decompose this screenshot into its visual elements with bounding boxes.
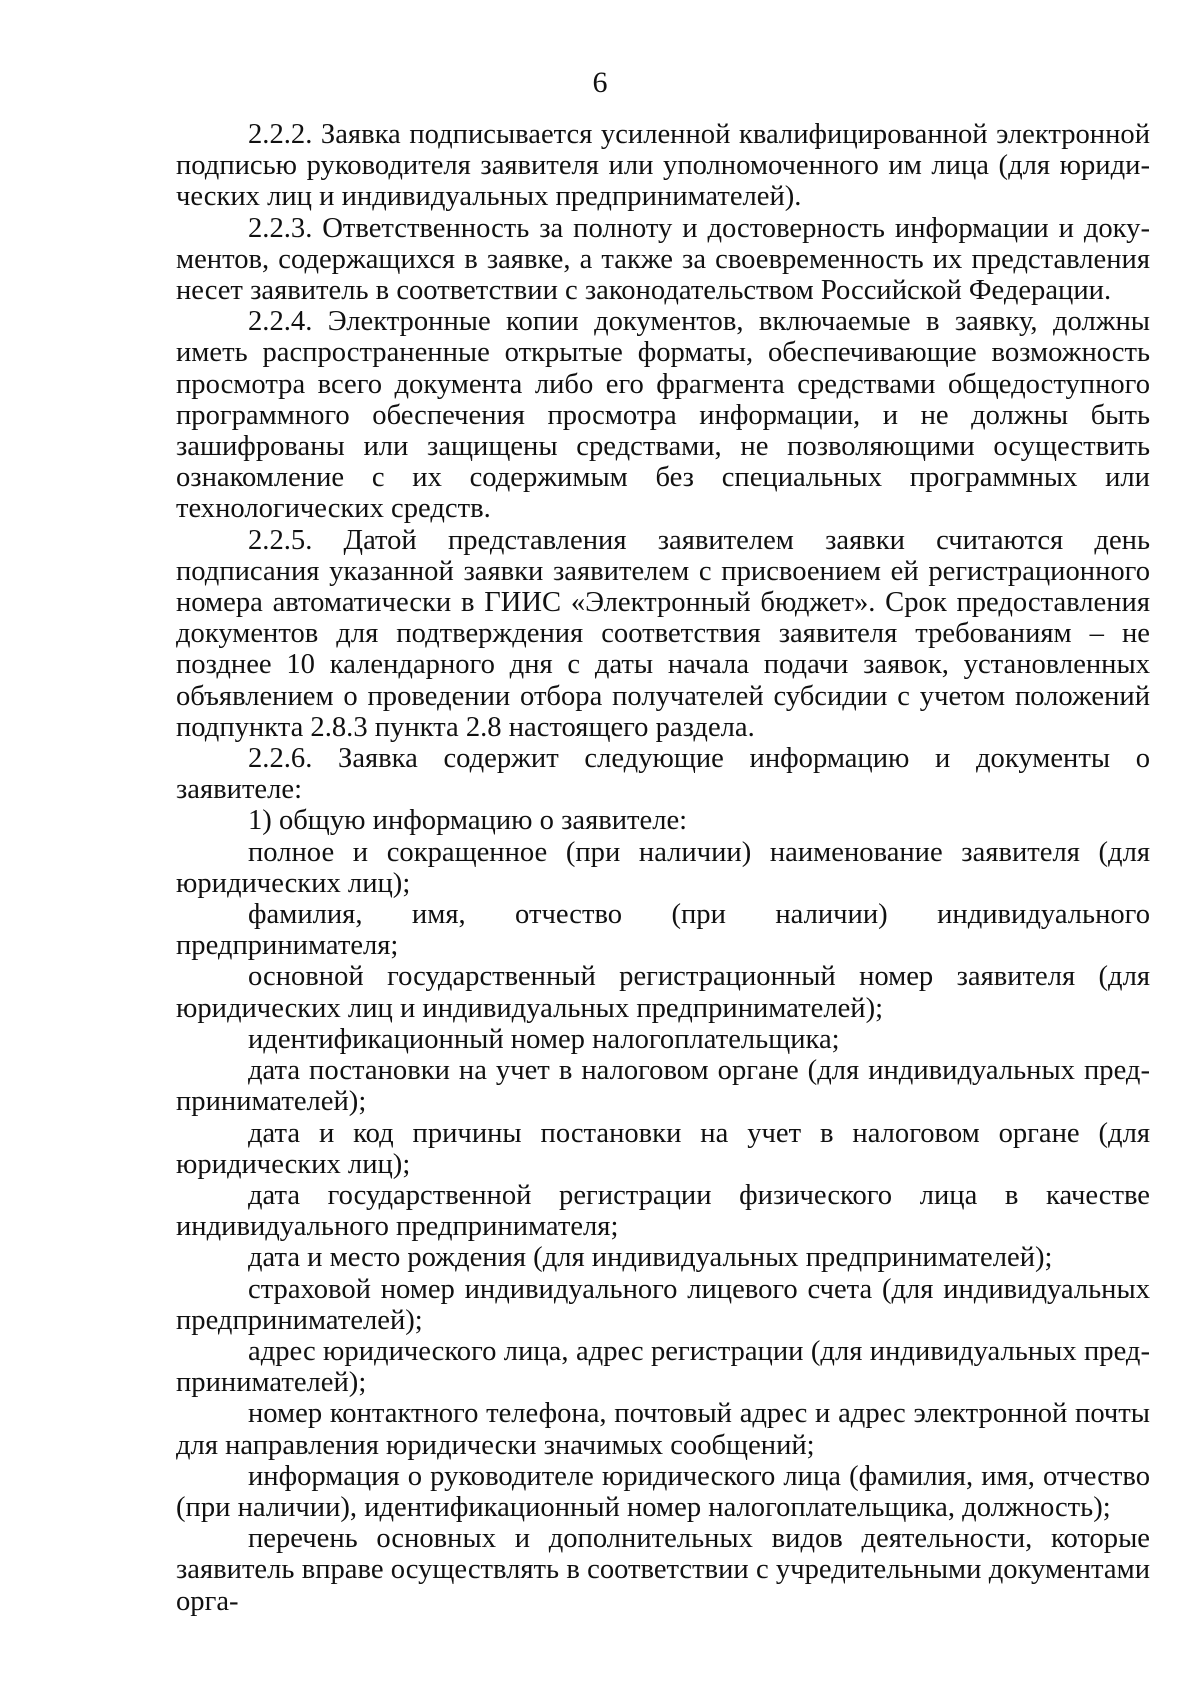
list-item-full-name: полное и сокращенное (при наличии) наименование заявителя (для юридических лиц); [176, 836, 1150, 899]
paragraph-2-2-5: 2.2.5. Датой представления заявителем заявки считаются день подписания указанной заявки заявителем с присвоением ей регистрационного номера автоматически в ГИИС «Электронный бюджет». Срок предоставления документов для подтверждения соответствия заявителя требованиям – не позднее 10 календарного дня с даты начала подачи заявок, установленных объявлением о проведении отбора получателей субсидии с учетом положений подпункта 2.8.3 пункта 2.8 настоящего раздела. [176, 524, 1150, 743]
paragraph-2-2-2: 2.2.2. Заявка подписывается усиленной квалифицированной электронной подписью руководителя заявителя или уполномоченного им лица (для юридических лиц и индивидуальных предпринимателей). [176, 119, 1150, 213]
list-item-general-info: 1) общую информацию о заявителе: [248, 805, 688, 837]
paragraph-2-2-6: 2.2.6. Заявка содержит следующие информацию и документы о заявителе: [176, 743, 1150, 806]
paragraph-2-2-4: 2.2.4. Электронные копии документов, включаемые в заявку, должны иметь распространенные открытые форматы, обеспечивающие возможность просмотра всего документа либо его фрагмента средствами общедоступного программного обеспечения просмотра информации, и не должны быть зашифрованы или защищены средствами, не позволяющими осуществить ознакомление с их содержимым без специальных программных или технологических средств. [176, 306, 1150, 525]
list-item-entrepreneur-name: фамилия, имя, отчество (при наличии) индивидуального предпринимателя; [176, 899, 1150, 962]
list-item-head-info: информация о руководителе юридического лица (фамилия, имя, отчество (при наличии), идентификационный номер налогоплательщика, должность); [176, 1460, 1150, 1523]
list-item-activities: перечень основных и дополнительных видов деятельности, которые заявитель вправе осуществлять в соответствии с учредительными документами орга- [176, 1523, 1150, 1617]
list-item-state-registration-date: дата государственной регистрации физического лица в качестве индивидуального предпринимателя; [176, 1179, 1150, 1243]
list-item-ogrn: основной государственный регистрационный номер заявителя (для юридических лиц и индивидуальных предпринимателей); [176, 961, 1150, 1024]
paragraph-2-2-3: 2.2.3. Ответственность за полноту и достоверность информации и документов, содержащихся в заявке, а также за своевременность их представления несет заявитель в соответствии с законодательством Российской Федерации. [176, 212, 1150, 307]
document-body [176, 119, 1150, 1617]
list-item-tax-registration-date: дата постановки на учет в налоговом органе (для индивидуальных предпринимателей); [176, 1055, 1150, 1118]
list-item-inn: идентификационный номер налогоплательщика; [248, 1023, 840, 1055]
list-item-kpp: дата и код причины постановки на учет в налоговом органе (для юридических лиц); [176, 1117, 1150, 1180]
list-item-contacts: номер контактного телефона, почтовый адрес и адрес электронной почты для направления юридически значимых сообщений; [176, 1398, 1150, 1461]
list-item-birth-info: дата и место рождения (для индивидуальных предпринимателей); [248, 1242, 1053, 1274]
list-item-snils: страховой номер индивидуального лицевого счета (для индивидуальных предпринимателей); [176, 1273, 1150, 1336]
list-item-address: адрес юридического лица, адрес регистрации (для индивидуальных предпринимателей); [176, 1335, 1150, 1399]
page-number: 6 [592, 66, 608, 99]
